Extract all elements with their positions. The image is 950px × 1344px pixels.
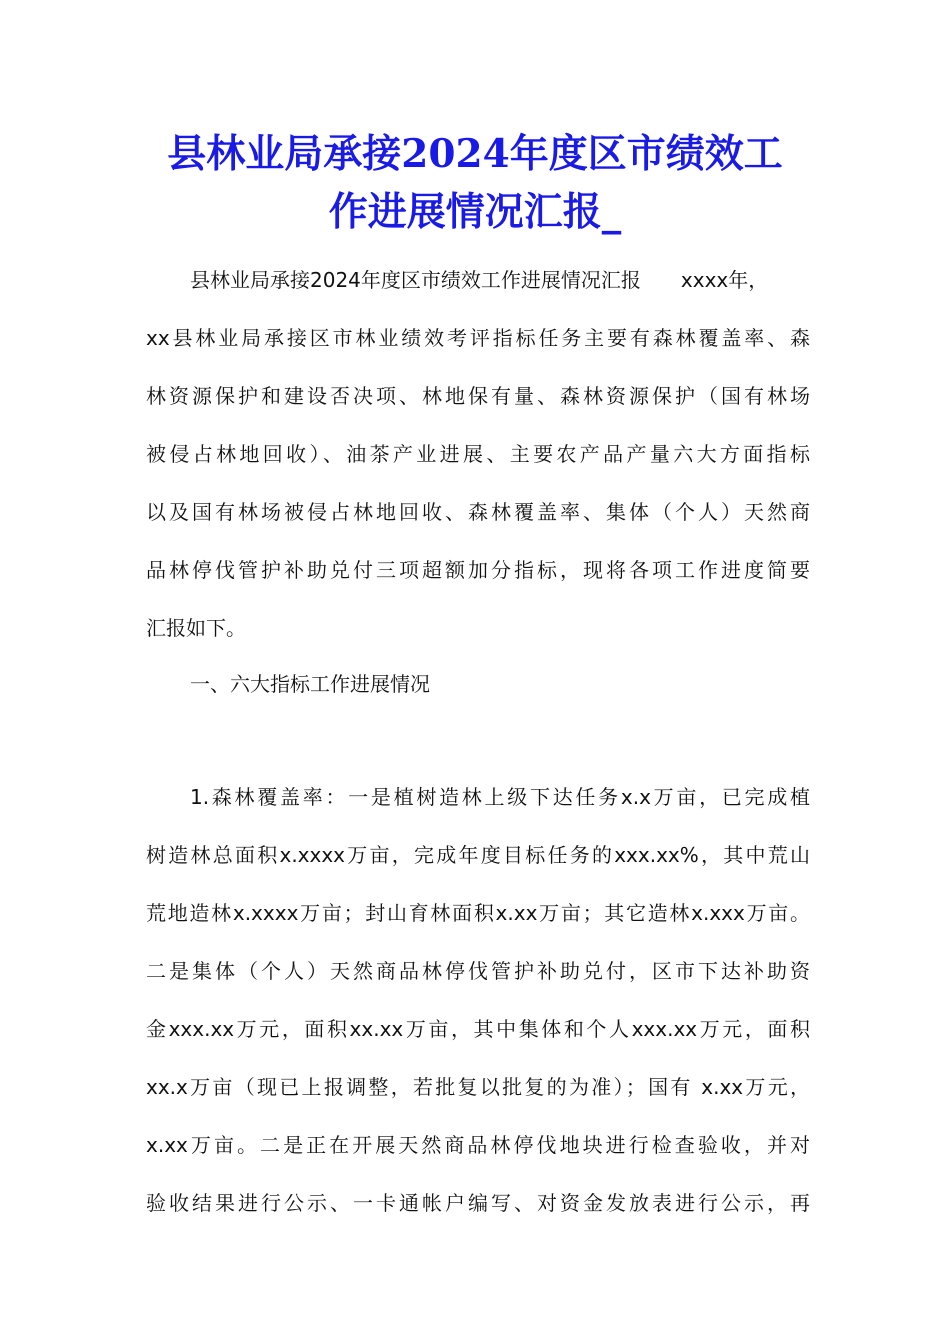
paragraph-2-line-7: x.xx万亩。二是正在开展天然商品林停伐地块进行检查验收，并对 (146, 1133, 810, 1157)
paragraph-2-line-8: 验收结果进行公示、一卡通帐户编写、对资金发放表进行公示，再 (146, 1191, 810, 1215)
paragraph-1-lead-year: xxxx年， (680, 268, 769, 292)
paragraph-1-lead-text: 县林业局承接2024年度区市绩效工作进展情况汇报 (190, 268, 641, 292)
paragraph-2-line-5: 金xxx.xx万元，面积xx.xx万亩，其中集体和个人xxx.xx万元，面积 (146, 1017, 810, 1041)
paragraph-1-line-3: 林资源保护和建设否决项、林地保有量、森林资源保护（国有林场 (146, 384, 810, 408)
paragraph-1-line-6: 品林停伐管护补助兑付三项超额加分指标，现将各项工作进度简要 (146, 558, 810, 582)
paragraph-2-line-4: 二是集体（个人）天然商品林停伐管护补助兑付，区市下达补助资 (146, 959, 810, 983)
section-1-heading: 一、六大指标工作进展情况 (190, 672, 430, 696)
paragraph-2-line-2: 树造林总面积x.xxxx万亩，完成年度目标任务的xxx.xx%，其中荒山 (146, 843, 810, 867)
paragraph-1-line-7: 汇报如下。 (146, 616, 246, 640)
paragraph-1-line-2: xx县林业局承接区市林业绩效考评指标任务主要有森林覆盖率、森 (146, 326, 810, 350)
paragraph-1-line-1 (190, 265, 810, 295)
paragraph-2-line-3: 荒地造林x.xxxx万亩；封山育林面积x.xx万亩；其它造林x.xxx万亩。 (146, 901, 810, 925)
paragraph-1-line-5: 以及国有林场被侵占林地回收、森林覆盖率、集体（个人）天然商 (146, 500, 810, 524)
document-title-line-2: 作进展情况汇报_ (328, 189, 622, 235)
paragraph-2-line-1: 1.森林覆盖率：一是植树造林上级下达任务x.x万亩，已完成植 (190, 785, 810, 809)
paragraph-1-line-4: 被侵占林地回收）、油茶产业进展、主要农产品产量六大方面指标 (146, 442, 810, 466)
paragraph-2-line-6: xx.x万亩（现已上报调整，若批复以批复的为准）；国有 x.xx万元， (146, 1075, 810, 1099)
document-title-line-1: 县林业局承接2024年度区市绩效工 (167, 131, 783, 177)
